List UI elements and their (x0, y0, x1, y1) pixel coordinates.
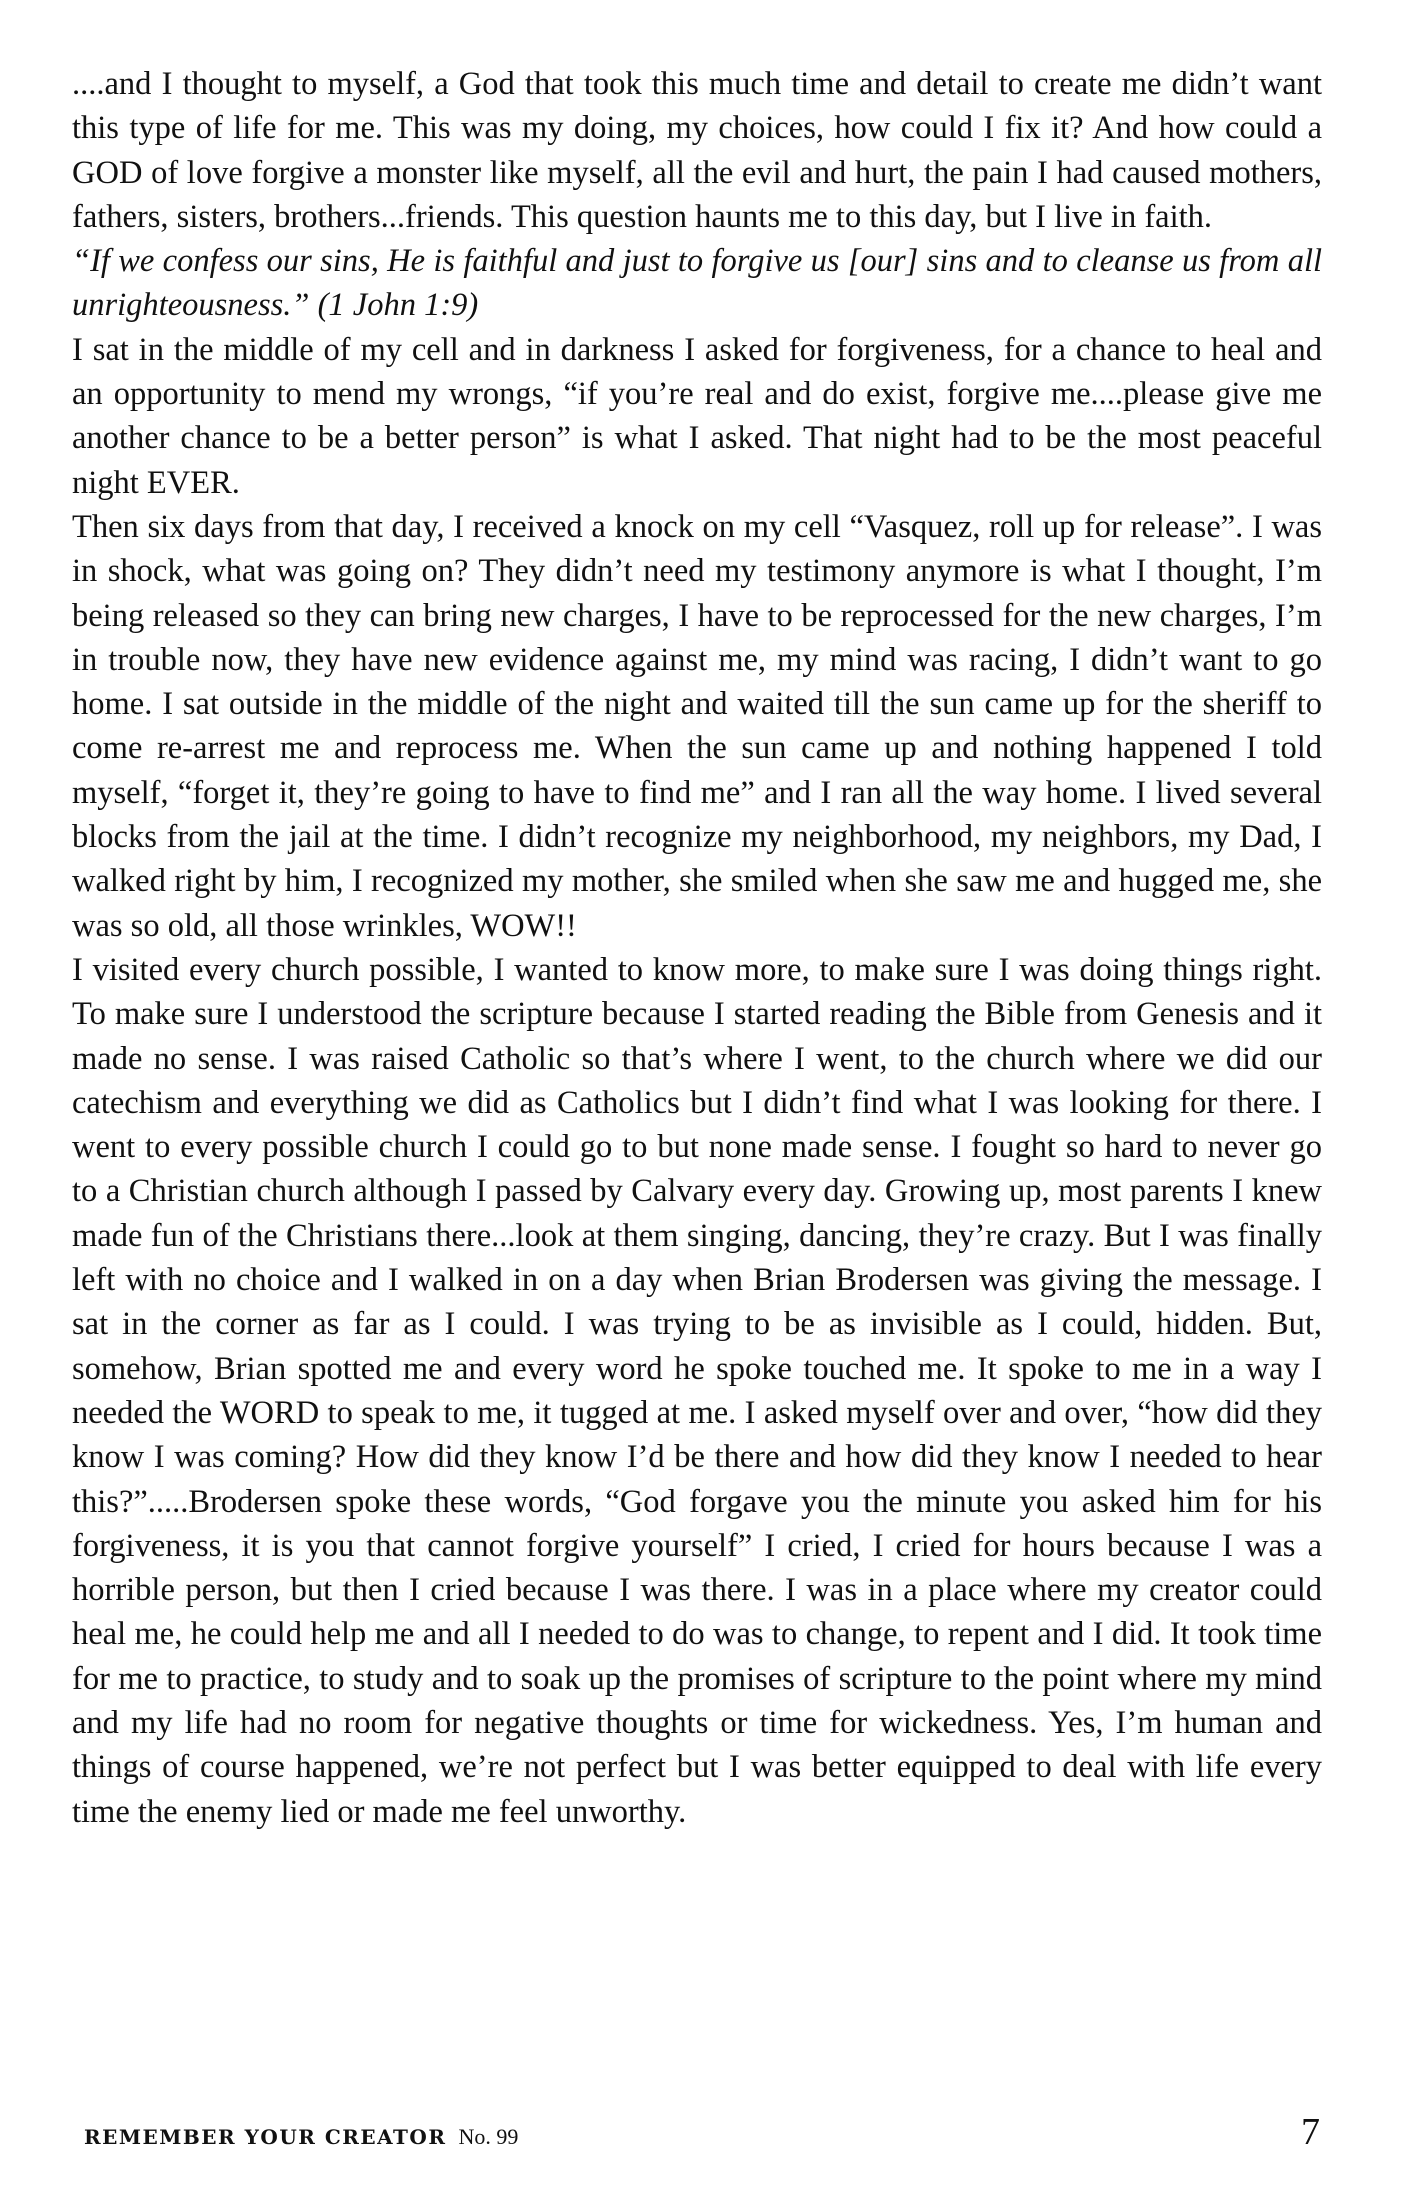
paragraph-prayer: I sat in the middle of my cell and in darkness I asked for forgiveness, for a chance to heal and an opportunity to mend my wrongs, “if you’re real and do exist, forgive me....please give me another chance to be a better person” is what I asked. That night had to be the most peaceful night EVER. (72, 331, 1322, 501)
scripture-quote: “If we confess our sins, He is faithful and just to forgive us [our] sins and to cleanse us from all unrighteousness.” (1 John 1:9) (72, 243, 1322, 324)
footer-publication (84, 2124, 518, 2150)
page-number: 7 (1301, 2111, 1320, 2153)
issue-number: No. 99 (458, 2124, 519, 2149)
page-footer (84, 2110, 1320, 2153)
paragraph-church: I visited every church possible, I wanted to know more, to make sure I was doing things right. To make sure I understood the scripture because I started reading the Bible from Genesis and it made no sense. I was raised Catholic so that’s where I went, to the church where we did our catechism and everything we did as Catholics but I didn’t find what I was looking for there. I went to every possible church I could go to but none made sense. I fought so hard to never go to a Christian church although I passed by Calvary every day. Growing up, most parents I knew made fun of the Christians there...look at them singing, dancing, they’re crazy. But I was finally left with no choice and I walked in on a day when Brian Brodersen was giving the message. I sat in the corner as far as I could. I was trying to be as invisible as I could, hidden. But, somehow, Brian spotted me and every word he spoke touched me. It spoke to me in a way I needed the WORD to speak to me, it tugged at me. I asked myself over and over, “how did they know I was coming? How did they know I’d be there and how did they know I needed to hear this?”.....Brodersen spoke these words, “God forgave you the minute you asked him for his forgiveness, it is you that cannot forgive yourself” I cried, I cried for hours because I was a horrible person, but then I cried because I was there. I was in a place where my creator could heal me, he could help me and all I needed to do was to change, to repent and I did. It took time for me to practice, to study and to soak up the promises of scripture to the point where my mind and my life had no room for negative thoughts or time for wickedness. Yes, I’m human and things of course happened, we’re not perfect but I was better equipped to deal with life every time the enemy lied or made me feel unworthy. (72, 951, 1322, 1830)
paragraph-reflection: ....and I thought to myself, a God that took this much time and detail to create me didn’t want this type of life for me. This was my doing, my choices, how could I fix it? And how could a GOD of love forgive a monster like myself, all the evil and hurt, the pain I had caused mothers, fathers, sisters, brothers...friends. This question haunts me to this day, but I live in faith. (72, 66, 1322, 235)
article-body (72, 62, 1322, 1834)
paragraph-release: Then six days from that day, I received a knock on my cell “Vasquez, roll up for release”. I was in shock, what was going on? They didn’t need my testimony anymore is what I thought, I’m being released so they can bring new charges, I have to be reprocessed for the new charges, I’m in trouble now, they have new evidence against me, my mind was racing, I didn’t want to go home. I sat outside in the middle of the night and waited till the sun came up for the sheriff to come re-arrest me and reprocess me. When the sun came up and nothing happened I told myself, “forget it, they’re going to have to find me” and I ran all the way home. I lived several blocks from the jail at the time. I didn’t recognize my neighborhood, my neighbors, my Dad, I walked right by him, I recognized my mother, she smiled when she saw me and hugged me, she was so old, all those wrinkles, WOW!! (72, 508, 1322, 944)
publication-title: REMEMBER YOUR CREATOR (84, 2125, 447, 2149)
